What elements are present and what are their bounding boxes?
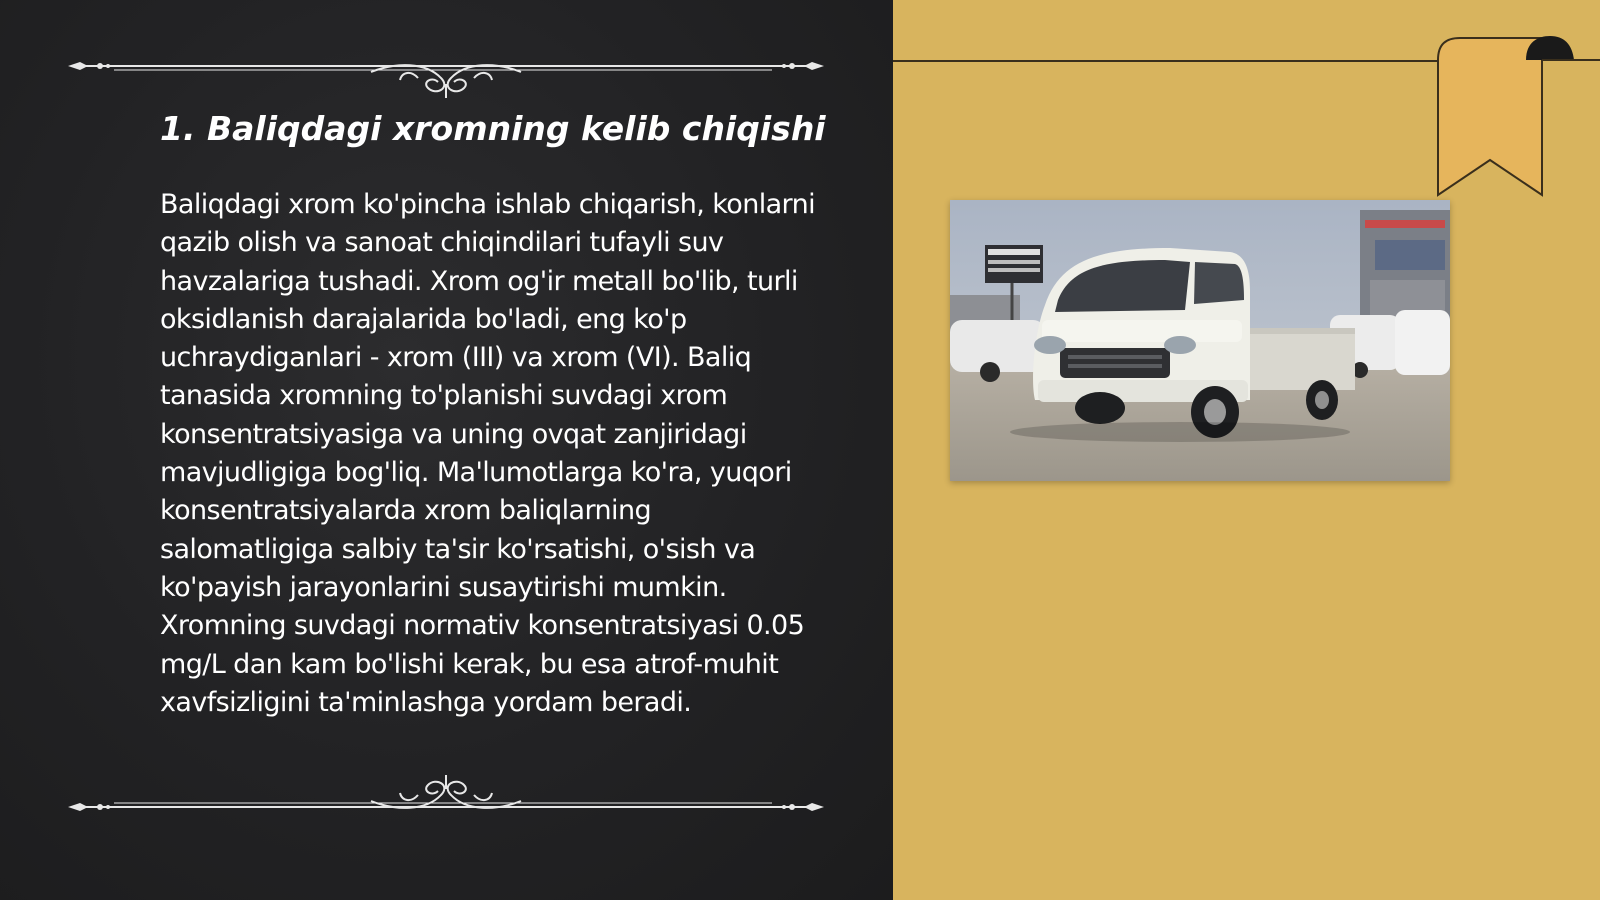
truck-photo bbox=[950, 200, 1450, 481]
slide-body-text: Baliqdagi xrom ko'pincha ishlab chiqarish, konlarni qazib olish va sanoat chiqindilari tufayli suv havzalariga tushadi. Xrom og'ir metall bo'lib, turli oksidlanish darajalarida bo'ladi, eng ko'p uchraydiganlari - xrom (III) va xrom (VI). Baliq tanasida xromning to'planishi suvdagi xrom konsentratsiyasiga va uning ovqat zanjiridagi mavjudligiga bog'liq. Ma'lumotlarga ko'ra, yuqori konsentratsiyalarda xrom baliqlarning salomatligiga salbiy ta'sir ko'rsatishi, o'sish va ko'payish jarayonlarini susaytirishi mumkin. Xromning suvdagi normativ konsentratsiyasi 0.05 mg/L dan kam bo'lishi kerak, bu esa atrof-muhit xavfsizligini ta'minlashga yordam beradi. bbox=[160, 189, 815, 718]
ornamental-divider-bottom bbox=[66, 775, 826, 825]
ribbon-line bbox=[893, 60, 1438, 62]
slide-title: 1. Baliqdagi xromning kelib chiqishi bbox=[160, 109, 826, 148]
ornamental-divider-top bbox=[66, 48, 826, 98]
white-pickup-truck-image bbox=[950, 200, 1450, 481]
bookmark-ribbon-icon bbox=[1430, 30, 1600, 200]
